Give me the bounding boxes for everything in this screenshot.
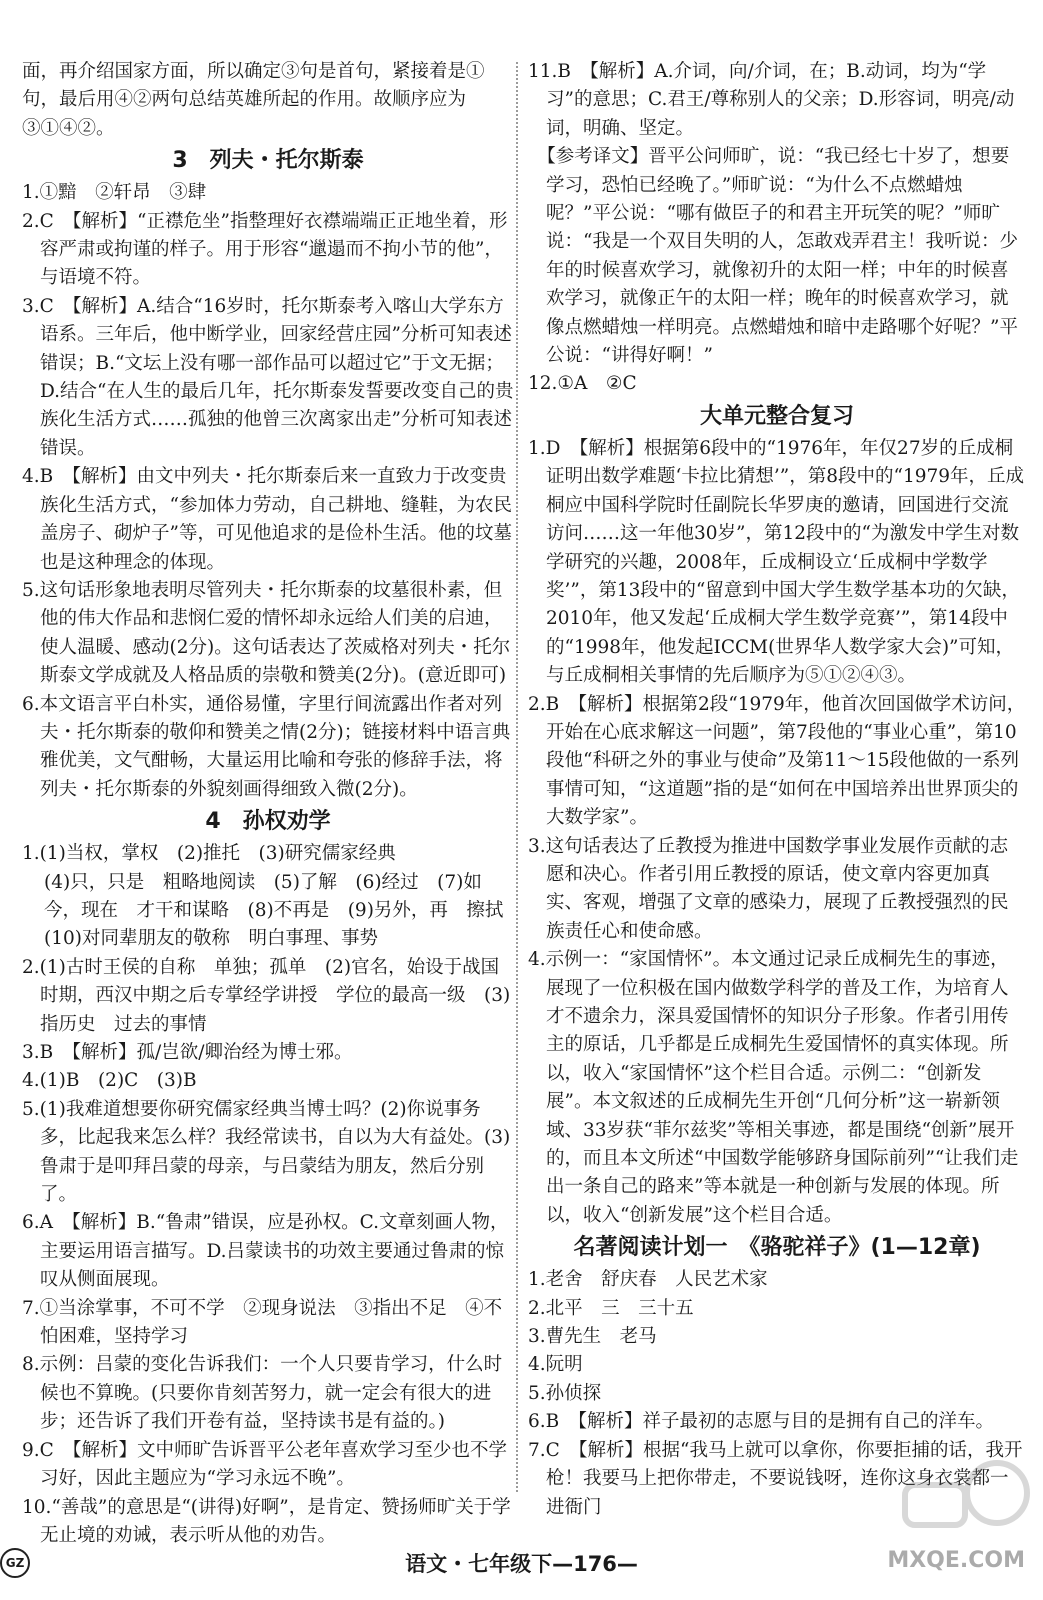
answer-item: 9.C 【解析】文中师旷告诉晋平公老年喜欢学习至少也不学习好，因此主题应为“学习永远不晚”。 — [22, 1439, 508, 1490]
answer-item: 3.C 【解析】A.结合“16岁时，托尔斯泰考入喀山大学东方语系。三年后，他中断学业，回家经营庄园”分析可知表述错误；B.“文坛上没有哪一部作品可以超过它”于文无据；D.结合“在人生的最后几年，托尔斯泰发誓要改变自己的贵族化生活方式……孤独的他曾三次离家出走”分析可知表述错误。 — [22, 295, 514, 459]
answer-item: 7.①当涂掌事，不可不学 ②现身说法 ③指出不足 ④不怕困难，坚持学习 — [22, 1297, 503, 1348]
section-heading: 名著阅读计划一 《骆驼祥子》(1—12章) — [573, 1235, 981, 1261]
watermark-url: MXQE.COM — [887, 1548, 1025, 1573]
answer-continuation: (4)只，只是 粗略地阅读 (5)了解 (6)经过 (7)如今，现在 才干和谋略 (8)不再是 (9)另外，再 擦拭 — [44, 871, 504, 921]
answer-item: 6.A 【解析】B.“鲁肃”错误，应是孙权。C.文章刻画人物，主要运用语言描写。D.吕蒙读书的功效主要通过鲁肃的惊叹从侧面展现。 — [22, 1212, 509, 1291]
answer-item: 6.B 【解析】祥子最初的志愿与目的是拥有自己的洋车。 — [528, 1411, 994, 1433]
answer-item: 1.(1)当权，掌权 (2)推托 (3)研究儒家经典 — [22, 843, 396, 865]
answer-item: 1.D 【解析】根据第6段中的“1976年，年仅27岁的丘成桐证明出数学难题‘卡拉比猜想’”，第8段中的“1979年，丘成桐应中国科学院时任副院长华罗庚的邀请，回国进行交流访问……这一年他30岁”，第12段中的“为激发中学生对数学研究的兴趣，2008年，丘成桐设立‘丘成桐中学数学奖’”，第13段中的“留意到中国大学生数学基本功的欠缺，2010年，他又发起‘丘成桐大学生数学竞赛’”，第14段中的“1998年，他发起ICCM(世界华人数学家大会)”可知，与丘成桐相关事情的先后顺序为⑤①②④③。 — [528, 437, 1025, 687]
answer-item: 8.示例：吕蒙的变化告诉我们：一个人只要肯学习，什么时候也不算晚。(只要你肯刻苦努力，就一定会有很大的进步；还告诉了我们开卷有益，坚持读书是有益的。) — [22, 1354, 503, 1433]
section-heading: 3 列夫・托尔斯泰 — [172, 148, 364, 174]
answer-item: 4.(1)B (2)C (3)B — [22, 1070, 197, 1092]
answer-item: 2.(1)古时王侯的自称 单独；孤单 (2)官名，始设于战国时期，西汉中期之后专掌经学讲授 学位的最高一级 (3)指历史 过去的事情 — [22, 956, 511, 1035]
answer-item: 7.C 【解析】根据“我马上就可以拿你，你要拒捕的话，我开枪！我要马上把你带走，不要说钱呀，连你这身衣裳都一进衙门 — [528, 1439, 1023, 1518]
answer-item: 3.曹先生 老马 — [528, 1326, 657, 1348]
answer-item: 6.本文语言平白朴实，通俗易懂，字里行间流露出作者对列夫・托尔斯泰的敬仰和赞美之情(2分)；链接材料中语言典雅优美，文气酣畅，大量运用比喻和夸张的修辞手法，将列夫・托尔斯泰的外貌刻画得细致入微(2分)。 — [22, 693, 511, 800]
answer-item: 4.阮明 — [528, 1354, 583, 1376]
answer-item: 2.B 【解析】根据第2段“1979年，他首次回国做学术访问，开始在心底求解这一问题”，第7段他的“事业心重”，第10段他“科研之外的事业与使命”及第11～15段他做的一系列事情可知，“这道题”指的是“如何在中国培养出世界顶尖的大数学家”。 — [528, 693, 1026, 829]
answer-item: 4.示例一：“家国情怀”。本文通过记录丘成桐先生的事迹，展现了一位积极在国内做数学科学的普及工作，为培育人才不遗余力，深具爱国情怀的知识分子形象。作者引用传主的原话，几乎都是丘成桐先生爱国情怀的真实体现。所以，收入“家国情怀”这个栏目合适。示例二：“创新发展”。本文叙述的丘成桐先生开创“几何分析”这一崭新领域、33岁获“菲尔兹奖”等相关事迹，都是围绕“创新”展开的，而且本文所述“中国数学能够跻身国际前列”“让我们走出一条自己的路来”等本就是一种创新与发展的体现。所以，收入“创新发展”这个栏目合适。 — [528, 949, 1019, 1226]
answer-item: 3.B 【解析】孤/岂欲/卿治经为博士邪。 — [22, 1042, 353, 1063]
column-divider — [516, 62, 518, 1492]
answer-item: 5.(1)我难道想要你研究儒家经典当博士吗？(2)你说事务多，比起我来怎么样？我经常读书，自以为大有益处。(3)鲁肃于是叩拜吕蒙的母亲，与吕蒙结为朋友，然后分别了。 — [22, 1098, 511, 1206]
answer-item: 4.B 【解析】由文中列夫・托尔斯泰后来一直致力于改变贵族化生活方式，“参加体力劳动，自己耕地、缝鞋，为农民盖房子、砌炉子”等，可见他追求的是俭朴生活。他的坟墓也是这种理念的体现。 — [22, 466, 512, 573]
continued-paragraph: 面，再介绍国家方面，所以确定③句是首句，紧接着是①句，最后用④②两句总结英雄所起的作用。故顺序应为③①④②。 — [22, 61, 485, 139]
section-heading: 大单元整合复习 — [699, 403, 854, 429]
page-number: 语文・七年级下—176— — [405, 1552, 638, 1576]
section-heading: 4 孙权劝学 — [205, 809, 331, 835]
answer-item: 5.孙侦探 — [528, 1382, 602, 1404]
answer-item: 11.B 【解析】A.介词，向/介词，在；B.动词，均为“学习”的意思；C.君王/尊称别人的父亲；D.形容词，明亮/动词，明确、坚定。 — [528, 61, 1015, 139]
right-column — [528, 58, 1026, 1522]
answer-item: 2.C 【解析】“正襟危坐”指整理好衣襟端端正正地坐着，形容严肃或拘谨的样子。用于形容“邋遢而不拘小节的他”，与语境不符。 — [22, 210, 508, 289]
answer-item: 5.这句话形象地表明尽管列夫・托尔斯泰的坟墓很朴素，但他的伟大作品和悲悯仁爱的情怀却永远给人们美的启迪，使人温暖、感动(2分)。这句话表达了茨威格对列夫・托尔斯泰文学成就及人格品质的崇敬和赞美(2分)。(意近即可) — [22, 579, 511, 687]
answer-item: 【参考译文】晋平公问师旷，说：“我已经七十岁了，想要学习，恐怕已经晚了。”师旷说：“为什么不点燃蜡烛呢？”平公说：“哪有做臣子的和君主开玩笑的呢？”师旷说：“我是一个双目失明的人，怎敢戏弄君主！我听说：少年的时候喜欢学习，就像初升的太阳一样；中年的时候喜欢学习，就像正午的太阳一样；晚年的时候喜欢学习，就像点燃蜡烛一样明亮。点燃蜡烛和暗中走路哪个好呢？”平公说：“讲得好啊！” — [528, 146, 1018, 367]
answer-item: 10.“善哉”的意思是“(讲得)好啊”，是肯定、赞扬师旷关于学无止境的劝诫，表示听从他的劝告。 — [22, 1496, 511, 1546]
left-column — [22, 58, 514, 1550]
answer-item: 12.①A ②C — [528, 373, 637, 395]
answer-item: 1.老舍 舒庆春 人民艺术家 — [528, 1269, 768, 1291]
answer-item: 1.①黯 ②轩昂 ③肆 — [22, 182, 207, 204]
answer-continuation: (10)对同辈朋友的敬称 明白事理、事势 — [44, 928, 378, 950]
region-badge: GZ — [0, 1548, 30, 1578]
answer-item: 2.北平 三 三十五 — [528, 1297, 694, 1319]
answer-item: 3.这句话表达了丘教授为推进中国数学事业发展作贡献的志愿和决心。作者引用丘教授的原话，使文章内容更加真实、客观，增强了文章的感染力，展现了丘教授强烈的民族责任心和使命感。 — [528, 835, 1009, 942]
